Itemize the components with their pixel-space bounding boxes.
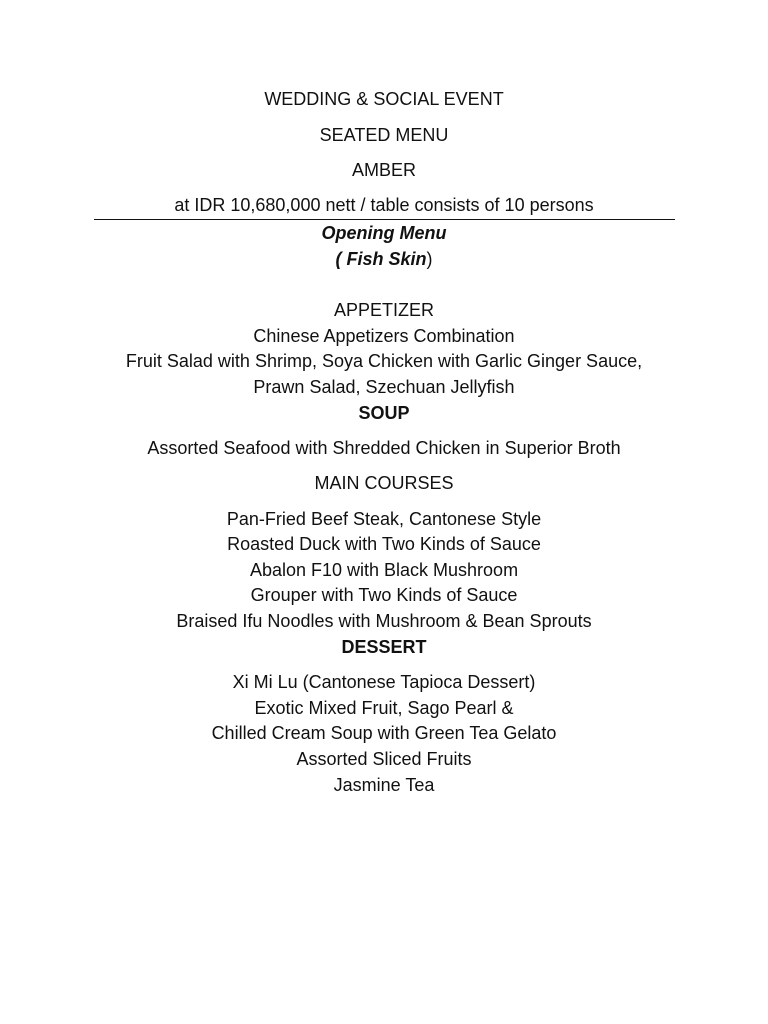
dessert-heading: DESSERT [341, 637, 427, 657]
appetizer-item: Chinese Appetizers Combination [253, 326, 515, 346]
appetizer-item: Fruit Salad with Shrimp, Soya Chicken with Garlic Ginger Sauce, [125, 351, 643, 371]
opening-item-open: ( [335, 249, 347, 269]
main-course-item: Braised Ifu Noodles with Mushroom & Bean Sprouts [176, 611, 592, 631]
soup-item: Assorted Seafood with Shredded Chicken in Superior Broth [147, 438, 621, 458]
main-course-item: Abalon F10 with Black Mushroom [249, 560, 519, 580]
header-divider [94, 219, 675, 220]
menu-type: SEATED MENU [319, 125, 449, 145]
soup-heading: SOUP [358, 403, 410, 423]
dessert-item: Assorted Sliced Fruits [296, 749, 472, 769]
main-courses-heading: MAIN COURSES [314, 473, 454, 493]
event-title: WEDDING & SOCIAL EVENT [264, 89, 504, 109]
main-course-item: Pan-Fried Beef Steak, Cantonese Style [226, 509, 542, 529]
main-course-item: Roasted Duck with Two Kinds of Sauce [227, 534, 541, 554]
opening-menu-item [0, 248, 768, 270]
opening-item-close: ) [426, 249, 433, 269]
opening-menu-title: Opening Menu [321, 223, 447, 243]
dessert-item: Chilled Cream Soup with Green Tea Gelato [211, 723, 557, 743]
main-course-item: Grouper with Two Kinds of Sauce [250, 585, 518, 605]
dessert-item: Jasmine Tea [333, 775, 435, 795]
appetizer-item: Prawn Salad, Szechuan Jellyfish [253, 377, 515, 397]
appetizer-heading: APPETIZER [333, 300, 435, 320]
package-name: AMBER [351, 160, 416, 180]
opening-item-name: Fish Skin [346, 249, 427, 269]
price-line: at IDR 10,680,000 nett / table consists of 10 persons [174, 195, 594, 215]
dessert-item: Xi Mi Lu (Cantonese Tapioca Dessert) [232, 672, 536, 692]
dessert-item: Exotic Mixed Fruit, Sago Pearl & [254, 698, 514, 718]
